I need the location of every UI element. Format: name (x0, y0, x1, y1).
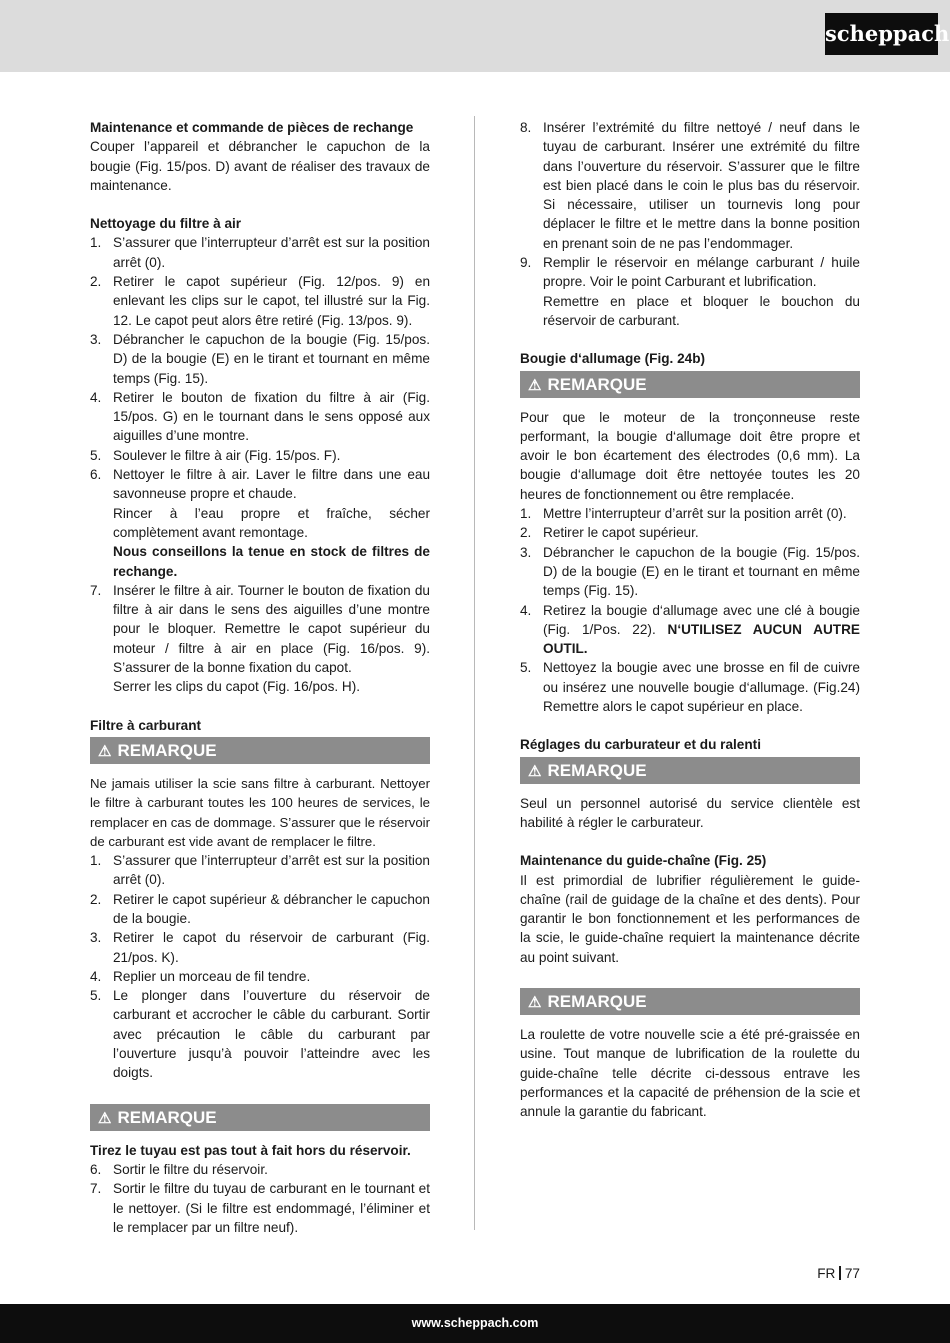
list-item: 5. Nettoyez la bougie avec une brosse en fil de cuivre ou insérez une nouvelle bougie d‘allumage. (Fig.24) Remettre alors le capot supérieur en place. (520, 660, 860, 715)
list-item: 3. Retirer le capot du réservoir de carburant (Fig. 21/pos. K). (90, 930, 430, 965)
list-item: 1. S’assurer que l’interrupteur d’arrêt est sur la position arrêt (0). (90, 853, 430, 888)
remarque-banner: ⚠ REMARQUE (90, 1104, 430, 1131)
section-title-maintenance: Maintenance et commande de pièces de rechange (90, 120, 414, 135)
list-item: 3. Débrancher le capuchon de la bougie (Fig. 15/pos. D) de la bougie (E) en le tirant et tournant en même temps (Fig. 15). (90, 331, 430, 386)
section-title-spark-plug: Bougie d‘allumage (Fig. 24b) (520, 351, 706, 367)
list-item: 4. Replier un morceau de fil tendre. (90, 968, 311, 984)
warning-triangle-icon: ⚠ (98, 1109, 112, 1127)
list-item: 6. Sortir le filtre du réservoir. (90, 1161, 268, 1177)
list-item: 4. Retirer le bouton de fixation du filtre à air (Fig. 15/pos. G) en le tournant dans le sens opposé aux aiguilles d’une montre. (90, 389, 430, 444)
carburetor-text: Seul un personnel autorisé du service clientèle est habilité à régler le carburateur. (520, 795, 860, 830)
section-title-carburetor: Réglages du carburateur et du ralenti (520, 737, 761, 753)
maintenance-text: Couper l’appareil et débrancher le capuchon de la bougie (Fig. 15/pos. D) avant de réaliser des travaux de maintenance. (90, 139, 430, 193)
list-item: 4. Retirez la bougie d‘allumage avec une clé à bougie (Fig. 1/Pos. 22). N‘UTILISEZ AUCUN AUTRE OUTIL. (520, 602, 860, 657)
right-column (520, 118, 860, 1121)
section-title-fuel-filter: Filtre à carburant (90, 717, 202, 733)
remarque-banner: ⚠ REMARQUE (520, 371, 860, 398)
fuel-filter-text: Ne jamais utiliser la scie sans filtre à carburant. Nettoyer le filtre à carburant toutes les 100 heures de services, le remplacer en cas de dommage. S’assurer que le réservoir de carburant est vide avant de remplacer le filtre. (90, 775, 430, 849)
scheppach-logo: scheppach (825, 13, 938, 55)
list-item: 7. Sortir le filtre du tuyau de carburant en le tournant et le nettoyer. (Si le filtre est endommagé, l’éliminer et le remplacer par un filtre neuf). (90, 1181, 430, 1235)
fuel-filter-steps-continued (90, 1160, 430, 1237)
fuel-filter-steps (90, 851, 430, 1083)
spark-plug-steps (520, 504, 860, 716)
remarque-banner: ⚠ REMARQUE (520, 988, 860, 1015)
chain-guide-text: Il est primordial de lubrifier régulièrement le guide-chaîne (rail de guidage de la chaîne et des dents). Pour garantir le bon fonctionnement et les performances de la scie, le guide-chaîne requiert la maintenance décrite au point suivant. (520, 872, 860, 965)
list-item: 6. Nettoyer le filtre à air. Laver le filtre dans une eau savonneuse propre et chaude. Rincer à l’eau propre et fraîche, sécher complètement avant remontage. Nous conseillons la tenue en stock de filtres de rechange. (90, 467, 430, 579)
page-number-value: 77 (844, 1266, 860, 1281)
warning-triangle-icon: ⚠ (98, 742, 112, 760)
list-item: 5. Soulever le filtre à air (Fig. 15/pos. F). (90, 447, 341, 463)
list-item: 1. Mettre l’interrupteur d’arrêt sur la position arrêt (0). (520, 506, 847, 522)
warning-triangle-icon: ⚠ (528, 993, 542, 1011)
list-item: 3. Débrancher le capuchon de la bougie (Fig. 15/pos. D) de la bougie (E) en le tirant et tournant en même temps (Fig. 15). (520, 544, 860, 599)
footer-bar (0, 1304, 950, 1343)
spark-plug-text: Pour que le moteur de la tronçonneuse reste performant, la bougie d‘allumage doit être propre et avoir le bon écartement des électrodes (0,6 mm). La bougie d‘allumage doit être nettoyée toutes les 20 heures de fonctionnement ou être remplacée. (520, 409, 860, 502)
list-item: 1. S’assurer que l’interrupteur d’arrêt est sur la position arrêt (0). (90, 235, 430, 270)
fuel-hose-warning: Tirez le tuyau est pas tout à fait hors du réservoir. (90, 1142, 411, 1158)
language-code: FR (817, 1266, 836, 1281)
fuel-filter-steps-end (520, 118, 860, 330)
air-filter-steps (90, 233, 430, 696)
list-item: 2. Retirer le capot supérieur. (520, 525, 699, 541)
section-title-chain-guide: Maintenance du guide-chaîne (Fig. 25) (520, 853, 767, 869)
list-item: 7. Insérer le filtre à air. Tourner le bouton de fixation du filtre à air dans le sens des aiguilles d’une montre pour le bloquer. Remettre le capot supérieur du moteur / filtre à air en place (Fig. 16/pos. 9). S’assurer de la bonne fixation du capot. Serrer les clips du capot (Fig. 16/pos. H). (90, 582, 430, 695)
column-divider (474, 116, 475, 1230)
warning-triangle-icon: ⚠ (528, 762, 542, 780)
list-item: 5. Le plonger dans l’ouverture du réservoir de carburant et accrocher le câble du carburant. Sortir avec précaution le câble du carburant par l’ouverture jusqu’à pouvoir l’atteindre avec les doigts. (90, 988, 430, 1081)
warning-triangle-icon: ⚠ (528, 376, 542, 394)
list-item: 9. Remplir le réservoir en mélange carburant / huile propre. Voir le point Carburant et lubrification. Remettre en place et bloquer le bouchon du réservoir de carburant. (520, 255, 860, 328)
remarque-banner: ⚠ REMARQUE (90, 737, 430, 764)
page-number (817, 1266, 860, 1281)
roller-text: La roulette de votre nouvelle scie a été pré-graissée en usine. Tout manque de lubrification de la roulette du guide-chaîne telle décrite ci-dessous entrave les performances et la capacité de préhension de la scie et annule la garantie du fabricant. (520, 1026, 860, 1120)
website-url: www.scheppach.com (411, 1316, 539, 1330)
remarque-banner: ⚠ REMARQUE (520, 757, 860, 784)
section-title-air-filter: Nettoyage du filtre à air (90, 216, 242, 232)
list-item: 8. Insérer l’extrémité du filtre nettoyé / neuf dans le tuyau de carburant. Insérer une extrémité du filtre dans l’ouverture du réservoir. S’assurer que le filtre est bien placé dans le coin le plus bas du réservoir. Si nécessaire, utiliser un tournevis long pour déplacer le filtre et le mettre dans la bonne position en prenant soin de ne pas l’endommager. (520, 120, 860, 251)
list-item: 2. Retirer le capot supérieur & débrancher le capuchon de la bougie. (90, 891, 430, 926)
list-item: 2. Retirer le capot supérieur (Fig. 12/pos. 9) en enlevant les clips sur le capot, tel illustré sur la Fig. 12. Le capot peut alors être retiré (Fig. 13/pos. 9). (90, 274, 430, 328)
left-column (90, 118, 430, 1237)
header-bar (0, 0, 950, 72)
